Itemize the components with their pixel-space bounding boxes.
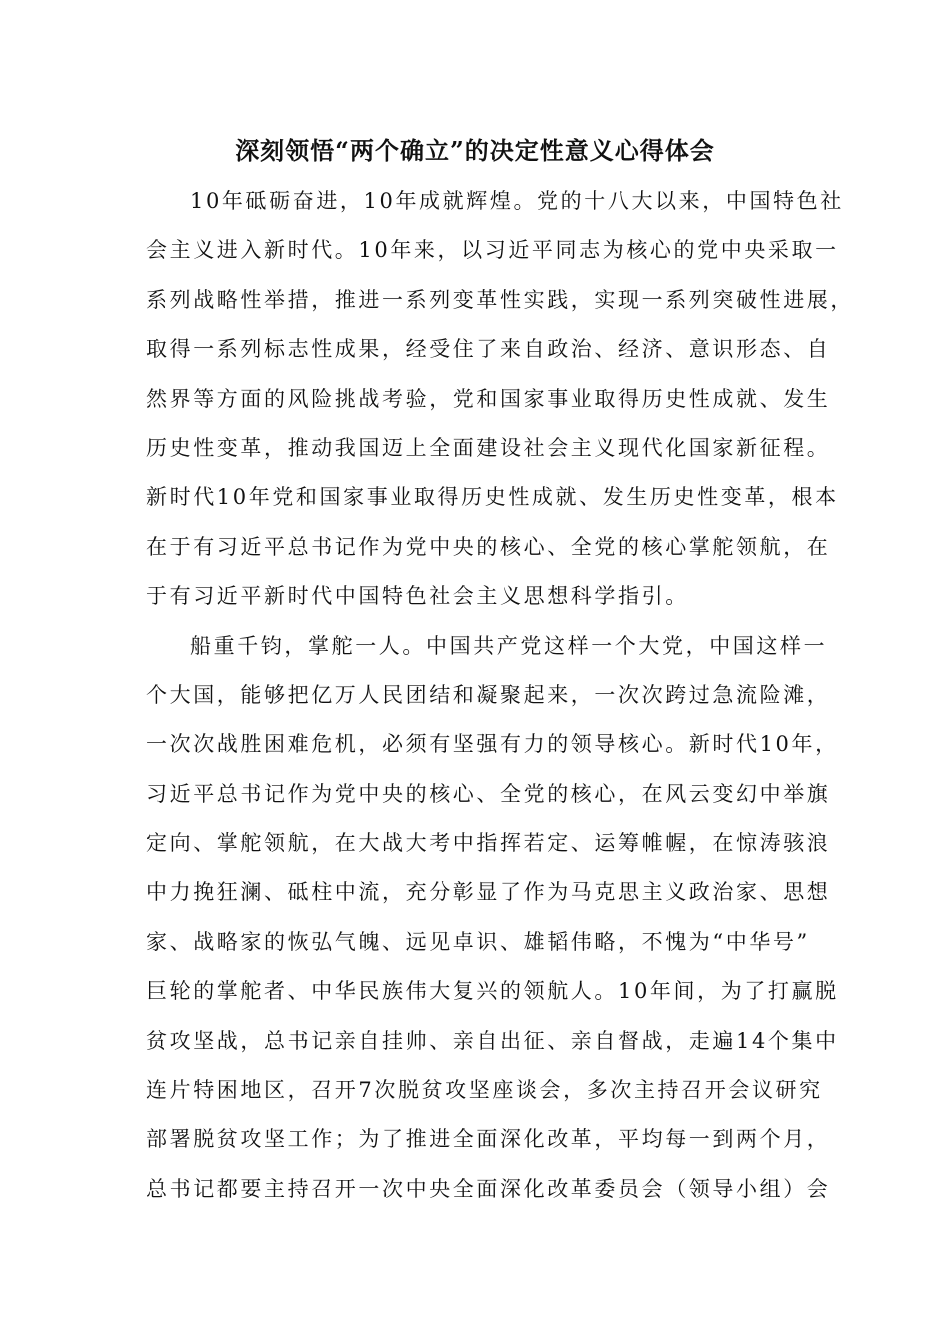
paragraph-line: 会主义进入新时代。10年来，以习近平同志为核心的党中央采取一	[146, 238, 839, 263]
document-body	[146, 183, 854, 1220]
paragraph-line: 巨轮的掌舵者、中华民族伟大复兴的领航人。10年间，为了打赢脱	[146, 979, 839, 1004]
paragraph-line: 贫攻坚战，总书记亲自挂帅、亲自出征、亲自督战，走遍14个集中	[146, 1028, 839, 1053]
paragraph-line: 家、战略家的恢弘气魄、远见卓识、雄韬伟略，不愧为“中华号”	[146, 929, 810, 954]
paragraph-line: 新时代10年党和国家事业取得历史性成就、发生历史性变革，根本	[146, 485, 839, 510]
paragraph-line: 连片特困地区，召开7次脱贫攻坚座谈会，多次主持召开会议研究	[146, 1078, 823, 1103]
paragraph-line: 中力挽狂澜、砥柱中流，充分彰显了作为马克思主义政治家、思想	[146, 880, 831, 905]
paragraph-line: 取得一系列标志性成果，经受住了来自政治、经济、意识形态、自	[146, 337, 831, 362]
paragraph-line: 部署脱贫攻坚工作；为了推进全面深化改革，平均每一到两个月，	[146, 1127, 831, 1152]
paragraph-line: 10年砥砺奋进，10年成就辉煌。党的十八大以来，中国特色社	[190, 189, 844, 213]
paragraph-line: 定向、掌舵领航，在大战大考中指挥若定、运筹帷幄，在惊涛骇浪	[146, 831, 831, 856]
document-title: 深刻领悟“两个确立”的决定性意义心得体会	[235, 136, 715, 165]
paragraph-line: 然界等方面的风险挑战考验，党和国家事业取得历史性成就、发生	[146, 386, 831, 411]
paragraph-line: 系列战略性举措，推进一系列变革性实践，实现一系列突破性进展，	[146, 287, 854, 312]
paragraph-line: 船重千钧，掌舵一人。中国共产党这样一个大党，中国这样一	[190, 633, 828, 658]
paragraph-line: 历史性变革，推动我国迈上全面建设社会主义现代化国家新征程。	[146, 435, 831, 460]
paragraph-2	[146, 628, 839, 1221]
paragraph-line: 总书记都要主持召开一次中央全面深化改革委员会（领导小组）会	[146, 1176, 831, 1201]
paragraph-line: 在于有习近平总书记作为党中央的核心、全党的核心掌舵领航，在	[146, 534, 831, 559]
paragraph-line: 个大国，能够把亿万人民团结和凝聚起来，一次次跨过急流险滩，	[146, 682, 831, 707]
paragraph-line: 习近平总书记作为党中央的核心、全党的核心，在风云变幻中举旗	[146, 781, 831, 806]
paragraph-line: 一次次战胜困难危机，必须有坚强有力的领导核心。新时代10年，	[146, 732, 839, 757]
paragraph-line: 于有习近平新时代中国特色社会主义思想科学指引。	[146, 584, 689, 609]
paragraph-1	[146, 183, 854, 628]
